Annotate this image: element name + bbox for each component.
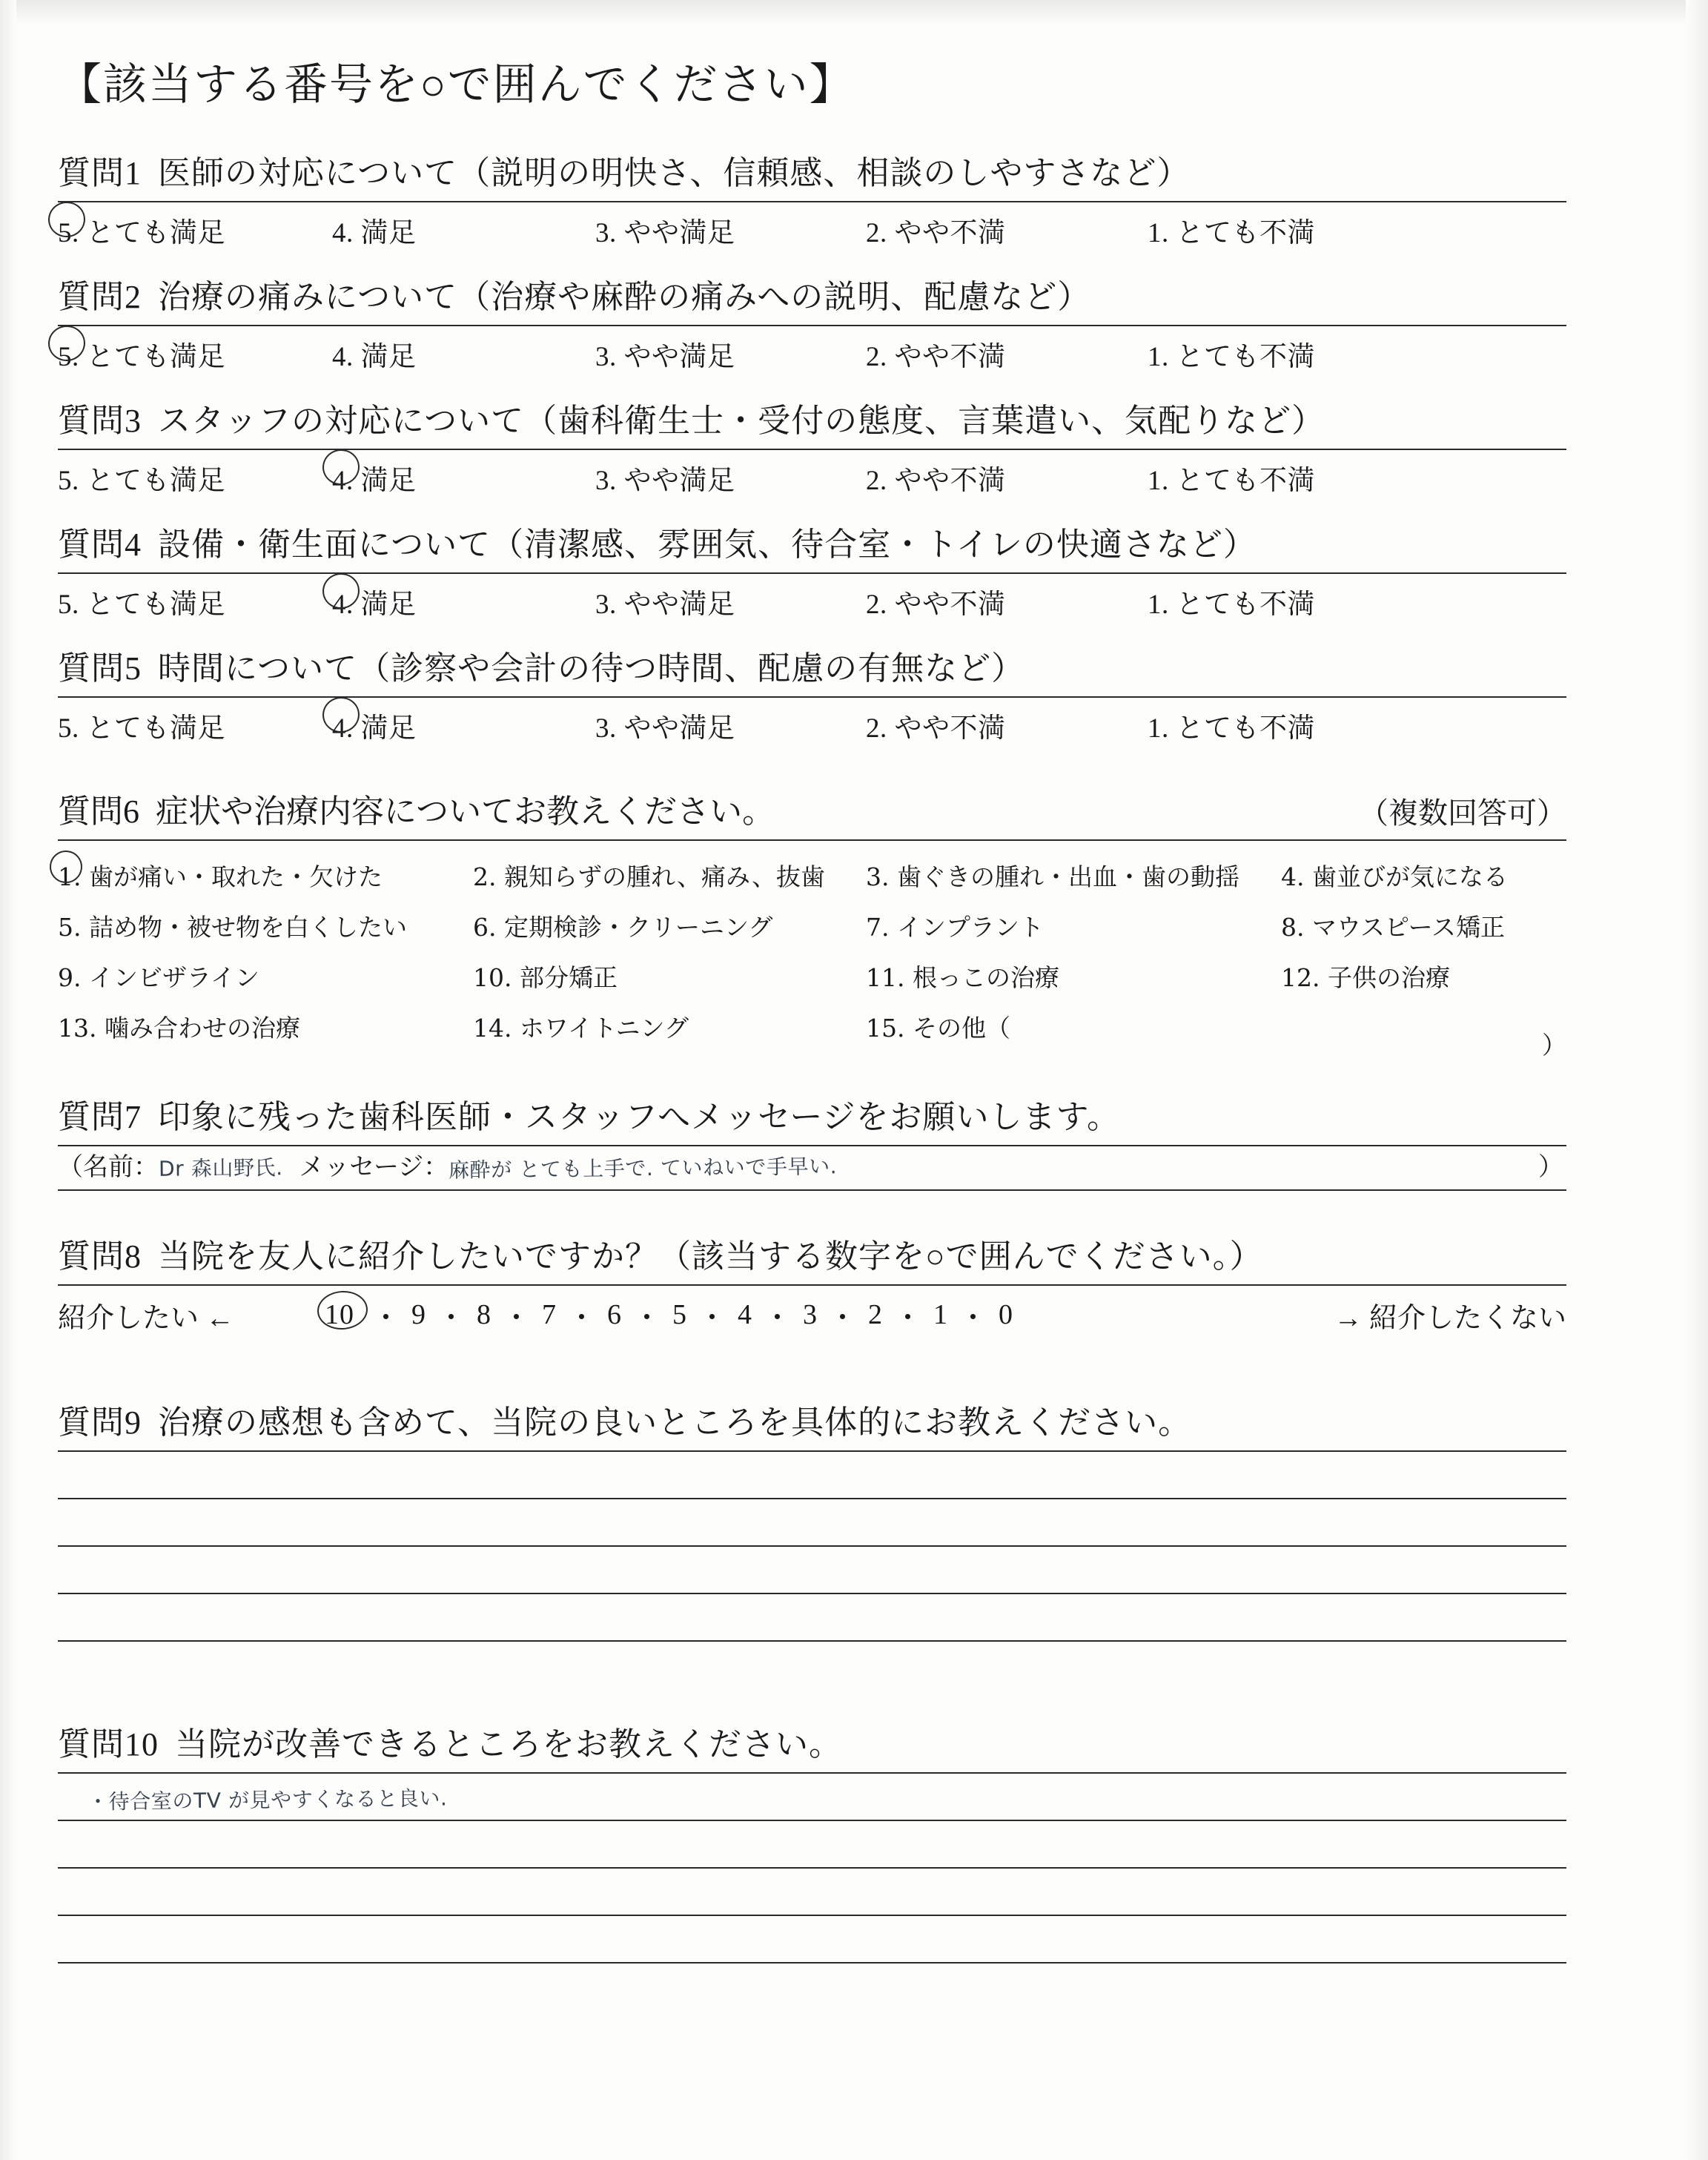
- q6-option-5[interactable]: 5. 詰め物・被せ物を白くしたい: [58, 912, 407, 942]
- page-title: 【該当する番号を○で囲んでください】: [58, 60, 855, 109]
- question-4-option-4[interactable]: [332, 581, 595, 621]
- question-6-row: [58, 1001, 1566, 1060]
- question-block-2: [58, 270, 1629, 374]
- q6-option-12[interactable]: 12. 子供の治療: [1281, 962, 1450, 992]
- q7-name-handwriting: Dr 森山野氏.: [158, 1155, 283, 1181]
- question-8-number: 質問8: [58, 1238, 142, 1275]
- scan-edge-left: [0, 0, 16, 2160]
- question-1-option-1[interactable]: 1. とても不満: [1148, 218, 1315, 248]
- answer-line[interactable]: [58, 1452, 1566, 1499]
- question-6-number: 質問6: [58, 793, 139, 830]
- q6-other-close-paren: ）: [1542, 1031, 1566, 1060]
- question-10-text: 当院が改善できるところをお教えください。: [175, 1726, 842, 1763]
- question-4-option-1[interactable]: 1. とても不満: [1148, 589, 1315, 620]
- question-2-heading: [58, 270, 1629, 325]
- q8-separator: ・: [828, 1302, 858, 1334]
- question-2-option-1[interactable]: 1. とても不満: [1148, 342, 1315, 372]
- question-7-answer-field[interactable]: [58, 1146, 1566, 1189]
- question-1-option-5[interactable]: [58, 210, 332, 250]
- question-9-heading: [58, 1396, 1629, 1450]
- q7-message-handwriting: 麻酔が とても上手で. ていねいで手早い.: [448, 1154, 838, 1183]
- question-3-scale: [58, 450, 1566, 498]
- question-2-text: 治療の痛みについて（治療や麻酔の痛みへの説明、配慮など）: [158, 279, 1091, 315]
- q8-separator: ・: [437, 1302, 466, 1334]
- answer-line[interactable]: [58, 1821, 1566, 1869]
- question-block-8: [58, 1229, 1629, 1338]
- question-3-option-5[interactable]: 5. とても満足: [58, 466, 225, 496]
- question-1-option-2[interactable]: 2. やや不満: [866, 218, 1006, 248]
- q8-number-1[interactable]: 1: [933, 1299, 948, 1330]
- question-6-row: [58, 900, 1566, 951]
- question-1-option-4[interactable]: 4. 満足: [332, 218, 417, 248]
- question-2-option-5[interactable]: [58, 334, 332, 374]
- question-2-option-2[interactable]: 2. やや不満: [866, 342, 1006, 372]
- question-8-heading: [58, 1229, 1629, 1284]
- q8-number-2[interactable]: 2: [868, 1299, 883, 1330]
- question-6-row: [58, 951, 1566, 1001]
- q8-number-0[interactable]: 0: [999, 1299, 1013, 1330]
- q8-right-label: → 紹介したくない: [1334, 1302, 1566, 1334]
- question-2-scale: [58, 326, 1566, 374]
- question-3-option-1[interactable]: 1. とても不満: [1148, 466, 1315, 496]
- q8-separator: ・: [371, 1302, 401, 1334]
- q7-message-label: メッセージ：: [299, 1152, 449, 1182]
- q8-number-6[interactable]: 6: [607, 1299, 622, 1330]
- question-7-number: 質問7: [58, 1099, 142, 1135]
- question-1-scale: [58, 202, 1566, 251]
- question-block-1: [58, 146, 1629, 251]
- question-3-option-2[interactable]: 2. やや不満: [866, 466, 1006, 496]
- question-10-heading: [58, 1717, 1629, 1772]
- q8-left-label: 紹介したい ←: [58, 1302, 234, 1334]
- q6-option-11[interactable]: 11. 根っこの治療: [866, 962, 1059, 992]
- question-5-text: 時間について（診察や会計の待つ時間、配慮の有無など）: [158, 650, 1025, 687]
- question-4-option-2[interactable]: 2. やや不満: [866, 589, 1006, 620]
- question-3-number: 質問3: [58, 403, 142, 439]
- scan-edge-right: [1686, 0, 1708, 2160]
- answer-line[interactable]: [58, 1499, 1566, 1547]
- question-3-text: スタッフの対応について（歯科衛生士・受付の態度、言葉遣い、気配りなど）: [158, 403, 1325, 439]
- question-5-option-3[interactable]: 3. やや満足: [595, 713, 735, 744]
- q7-name-prefix: （名前：: [58, 1152, 159, 1182]
- question-9-answer-lines[interactable]: [58, 1452, 1566, 1642]
- answer-line[interactable]: [58, 1594, 1566, 1642]
- question-5-option-5[interactable]: 5. とても満足: [58, 713, 225, 744]
- q8-separator: ・: [959, 1302, 988, 1334]
- question-9-text: 治療の感想も含めて、当院の良いところを具体的にお教えください。: [158, 1404, 1192, 1441]
- question-1-number: 質問1: [58, 155, 142, 191]
- circle-mark-answer: 5. とても満足: [58, 210, 225, 250]
- question-6-heading: [58, 785, 1566, 839]
- q6-option-8[interactable]: 8. マウスピース矯正: [1281, 912, 1506, 942]
- circle-mark-answer: 4. 満足: [332, 705, 417, 745]
- answer-line[interactable]: [58, 1774, 1566, 1821]
- q6-option-15[interactable]: 15. その他（: [866, 1013, 1010, 1043]
- question-10-answer-lines[interactable]: [58, 1774, 1566, 1964]
- q8-number-8[interactable]: 8: [477, 1299, 491, 1330]
- question-6-row: [58, 850, 1566, 900]
- circle-mark-answer: 10: [325, 1299, 354, 1330]
- question-block-4: [58, 518, 1629, 622]
- question-9-number: 質問9: [58, 1404, 142, 1441]
- question-8-text: 当院を友人に紹介したいですか？（該当する数字を○で囲んでください。）: [158, 1238, 1263, 1275]
- question-5-option-1[interactable]: 1. とても不満: [1148, 713, 1315, 744]
- q6-option-3[interactable]: 3. 歯ぐきの腫れ・出血・歯の動揺: [866, 862, 1239, 891]
- circle-mark-answer: 5. とても満足: [58, 334, 225, 374]
- question-block-5: [58, 641, 1629, 746]
- question-2-option-3[interactable]: 3. やや満足: [595, 342, 735, 372]
- question-8-scale: [58, 1286, 1566, 1338]
- q6-option-9[interactable]: 9. インビザライン: [58, 962, 259, 992]
- q7-close-paren: ）: [1538, 1152, 1563, 1182]
- question-4-option-5[interactable]: 5. とても満足: [58, 589, 225, 620]
- question-7-text: 印象に残った歯科医師・スタッフへメッセージをお願いします。: [158, 1099, 1120, 1135]
- question-6-title: [58, 785, 775, 832]
- q6-option-13[interactable]: 13. 噛み合わせの治療: [58, 1013, 300, 1043]
- question-5-number: 質問5: [58, 650, 142, 687]
- question-4-number: 質問4: [58, 526, 142, 563]
- question-block-9: [58, 1396, 1629, 1642]
- survey-content: [58, 49, 1629, 1983]
- q6-option-4[interactable]: 4. 歯並びが気になる: [1281, 862, 1508, 891]
- scan-edge-top: [0, 0, 1708, 25]
- q10-handwriting-line-1: ・待合室のTV が見やすくなると良い.: [87, 1786, 448, 1814]
- q8-number-scale: [310, 1295, 1248, 1335]
- q8-separator: ・: [502, 1302, 532, 1334]
- question-1-text: 医師の対応について（説明の明快さ、信頼感、相談のしやすさなど）: [158, 155, 1191, 191]
- question-5-option-2[interactable]: 2. やや不満: [866, 713, 1006, 744]
- question-10-number: 質問10: [58, 1726, 159, 1763]
- q6-option-14[interactable]: 14. ホワイトニング: [473, 1013, 689, 1043]
- q6-option-10[interactable]: 10. 部分矯正: [473, 962, 618, 992]
- question-4-heading: [58, 518, 1629, 572]
- q6-option-7[interactable]: 7. インプラント: [866, 912, 1044, 942]
- q6-option-6[interactable]: 6. 定期検診・クリーニング: [473, 912, 773, 942]
- question-3-option-3[interactable]: 3. やや満足: [595, 466, 735, 496]
- circle-mark-answer: 4. 満足: [332, 581, 417, 621]
- question-block-3: [58, 394, 1629, 498]
- question-6-note: （複数回答可）: [1359, 796, 1566, 830]
- question-5-scale: [58, 698, 1566, 746]
- question-7-heading: [58, 1090, 1629, 1145]
- q8-separator: ・: [632, 1302, 662, 1334]
- q8-number-7[interactable]: 7: [542, 1299, 557, 1330]
- question-3-heading: [58, 394, 1629, 449]
- answer-line[interactable]: [58, 1916, 1566, 1964]
- question-7-underline: [58, 1189, 1566, 1191]
- question-5-heading: [58, 641, 1629, 696]
- q6-option-1[interactable]: [58, 858, 473, 893]
- q6-option-2[interactable]: 2. 親知らずの腫れ、痛み、抜歯: [473, 862, 825, 891]
- question-3-option-4[interactable]: [332, 458, 595, 498]
- q8-number-10[interactable]: [310, 1298, 369, 1331]
- question-4-scale: [58, 574, 1566, 622]
- q8-number-4[interactable]: 4: [738, 1299, 752, 1330]
- answer-line[interactable]: [58, 1869, 1566, 1916]
- question-1-heading: [58, 146, 1629, 201]
- question-block-6: [58, 785, 1629, 1060]
- question-2-number: 質問2: [58, 279, 142, 315]
- circle-mark-answer: 1. 歯が痛い・取れた・欠けた: [58, 858, 383, 893]
- circle-mark-answer: 4. 満足: [332, 458, 417, 498]
- q8-number-9[interactable]: 9: [411, 1299, 426, 1330]
- question-block-10: [58, 1717, 1629, 1964]
- question-6-options-grid: [58, 841, 1566, 1060]
- question-4-text: 設備・衛生面について（清潔感、雰囲気、待合室・トイレの快適さなど）: [158, 526, 1257, 563]
- question-4-option-3[interactable]: 3. やや満足: [595, 589, 735, 620]
- q8-separator: ・: [893, 1302, 923, 1334]
- question-2-option-4[interactable]: 4. 満足: [332, 342, 417, 372]
- question-5-option-4[interactable]: [332, 705, 595, 745]
- question-1-option-3[interactable]: 3. やや満足: [595, 218, 735, 248]
- q8-separator: ・: [567, 1302, 597, 1334]
- q8-separator: ・: [698, 1302, 727, 1334]
- question-block-7: [58, 1090, 1629, 1191]
- question-6-text: 症状や治療内容についてお教えください。: [156, 793, 775, 830]
- q8-separator: ・: [763, 1302, 792, 1334]
- q8-number-3[interactable]: 3: [803, 1299, 818, 1330]
- answer-line[interactable]: [58, 1547, 1566, 1594]
- q8-number-5[interactable]: 5: [672, 1299, 687, 1330]
